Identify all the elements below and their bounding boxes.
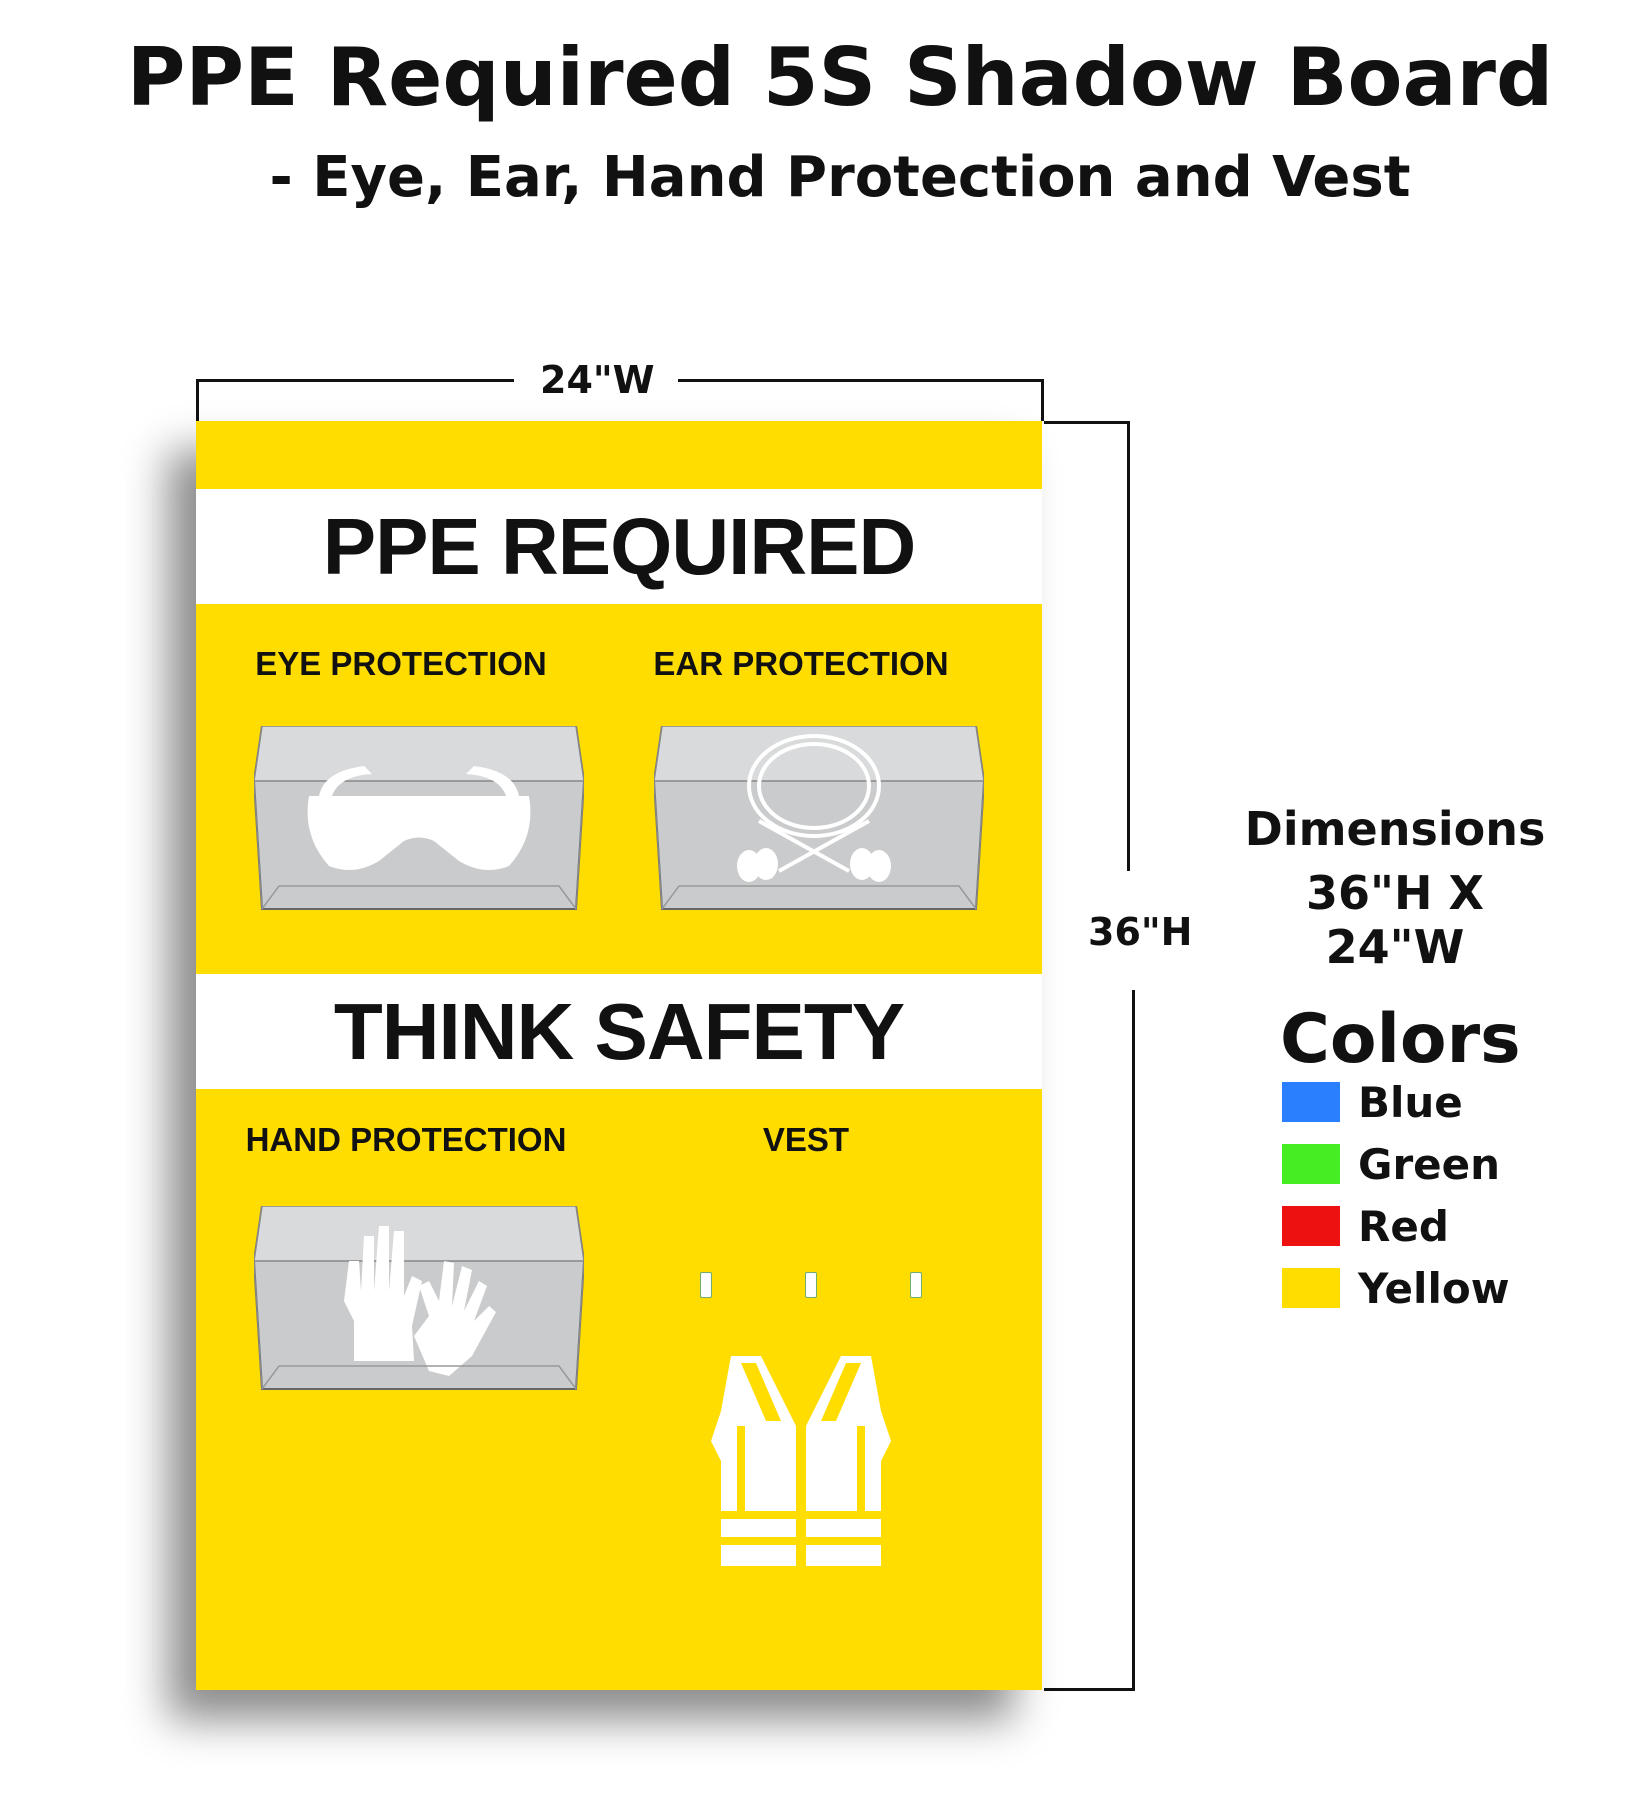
vest-hook-right	[910, 1272, 922, 1298]
dimensions-value: 36"H X 24"W	[1306, 866, 1484, 974]
swatch-blue	[1282, 1082, 1340, 1122]
bin-ear-protection	[654, 726, 984, 911]
color-label-red: Red	[1358, 1202, 1449, 1251]
vest-hook-left	[700, 1272, 712, 1298]
swatch-yellow	[1282, 1268, 1340, 1308]
dimensions-title: Dimensions	[1244, 802, 1546, 856]
label-ear-protection: EAR PROTECTION	[653, 645, 949, 682]
page-subtitle: - Eye, Ear, Hand Protection and Vest	[269, 145, 1411, 210]
height-dimension-label: 36"H	[1088, 910, 1193, 954]
width-dimension-line-left	[196, 379, 514, 382]
safety-vest-icon	[711, 1351, 891, 1566]
label-hand-protection: HAND PROTECTION	[245, 1121, 567, 1158]
width-dimension-label: 24"W	[540, 358, 655, 402]
band-ppe-required: PPE REQUIRED	[196, 489, 1042, 604]
swatch-green	[1282, 1144, 1340, 1184]
label-eye-protection: EYE PROTECTION	[255, 645, 547, 682]
color-label-blue: Blue	[1358, 1078, 1463, 1127]
width-dimension-tick-right	[1041, 379, 1044, 421]
swatch-red	[1282, 1206, 1340, 1246]
shadow-board	[196, 421, 1042, 1690]
height-dimension-tick-top	[1044, 421, 1130, 424]
bin-hand-protection	[254, 1206, 584, 1391]
label-vest: VEST	[762, 1121, 850, 1158]
width-dimension-tick-left	[196, 379, 199, 421]
color-label-yellow: Yellow	[1358, 1264, 1510, 1313]
page-title: PPE Required 5S Shadow Board	[126, 31, 1554, 124]
color-label-green: Green	[1358, 1140, 1501, 1189]
height-dimension-tick-bottom	[1044, 1688, 1135, 1691]
width-dimension-line-right	[678, 379, 1044, 382]
colors-title: Colors	[1280, 1000, 1521, 1079]
height-dimension-line-bottom	[1132, 990, 1135, 1690]
height-dimension-line-top	[1127, 421, 1130, 871]
bin-eye-protection	[254, 726, 584, 911]
vest-hook-middle	[805, 1272, 817, 1298]
band-think-safety: THINK SAFETY	[196, 974, 1042, 1089]
